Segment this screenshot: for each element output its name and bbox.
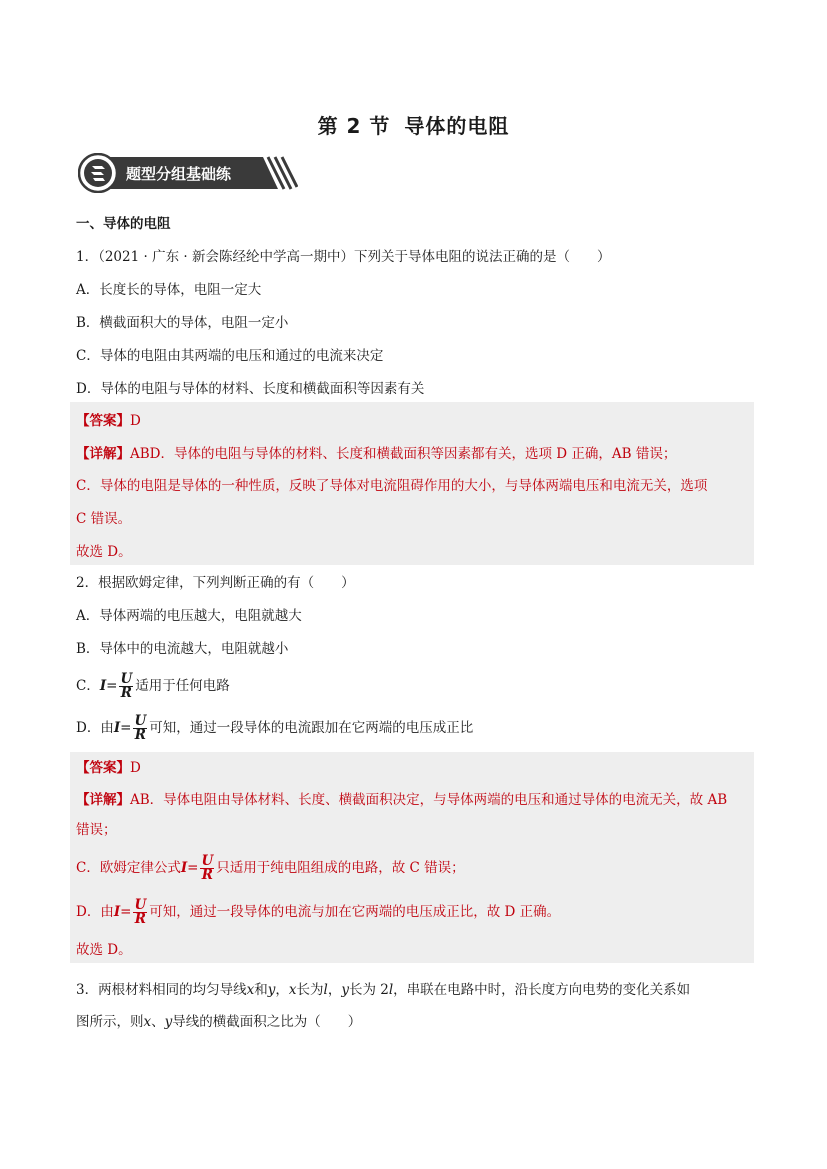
- formula-numerator: U: [134, 897, 147, 913]
- q2-option-c: [76, 672, 230, 700]
- formula-denominator: R: [120, 685, 132, 701]
- var-y: y: [164, 1014, 173, 1030]
- q3-text: 导线的横截面积之比为（ ）: [172, 1014, 362, 1030]
- q1-answer-value: D: [130, 413, 141, 429]
- formula-fraction: [200, 855, 214, 882]
- q3-text: ，: [327, 982, 342, 998]
- section-number: 第 2 节: [317, 114, 391, 138]
- q3-text: ，: [275, 982, 289, 998]
- formula-eq: =: [120, 720, 132, 736]
- q2-option-d-prefix: D．由: [76, 720, 114, 736]
- q1-stem: 1．（2021 · 广东 · 新会陈经纶中学高一期中）下列关于导体电阻的说法正确的是（ ）: [76, 249, 611, 265]
- q2-stem: 2．根据欧姆定律，下列判断正确的有（ ）: [76, 575, 355, 591]
- q2-answer-value: D: [130, 760, 141, 776]
- var-l: l: [388, 982, 394, 998]
- formula-eq: =: [120, 904, 132, 920]
- q3-stem-line-2: [76, 1012, 361, 1032]
- q3-text: 3．两根材料相同的均匀导线: [76, 982, 247, 998]
- q1-option-d: D．导体的电阻与导体的材料、长度和横截面积等因素有关: [76, 381, 425, 397]
- formula-eq: =: [106, 678, 118, 694]
- q2-option-b: B．导体中的电流越大，电阻就越小: [76, 641, 289, 657]
- formula-fraction: [133, 899, 147, 926]
- var-x: x: [143, 1014, 152, 1030]
- q2-detail-1a: [76, 790, 727, 810]
- q2-detail-2-suffix: 只适用于纯电阻组成的电路，故 C 错误；: [216, 860, 465, 876]
- q3-text: 和: [254, 982, 268, 998]
- banner-label: 题型分组基础练: [126, 165, 232, 183]
- q1-answer: [76, 411, 141, 431]
- formula-denominator: R: [134, 911, 146, 927]
- section-heading: 一、导体的电阻: [76, 216, 171, 232]
- q2-detail-text-1a: AB．导体电阻由导体材料、长度、横截面积决定，与导体两端的电压和通过导体的电流无关，故 AB: [130, 792, 728, 808]
- var-x: x: [246, 982, 255, 998]
- page-title: [0, 110, 827, 139]
- q2-option-d: [76, 714, 473, 742]
- q3-stem-line-1: [76, 980, 690, 1000]
- q2-detail-3-prefix: D．由: [76, 904, 114, 920]
- q3-text: 图所示，则: [76, 1014, 144, 1030]
- q2-option-c-prefix: C．: [76, 678, 100, 694]
- var-l: l: [323, 982, 328, 998]
- q2-detail-1b: 错误；: [76, 822, 117, 838]
- q1-detail-2a: C．导体的电阻是导体的一种性质，反映了导体对电流阻碍作用的大小，与导体两端电压和电流无关，选项: [76, 478, 708, 494]
- q1-answer-label: 【答案】: [76, 413, 130, 429]
- q2-detail-2-prefix: C．欧姆定律公式: [76, 860, 181, 876]
- formula-denominator: R: [134, 727, 146, 743]
- formula-lhs: I: [113, 720, 121, 736]
- q3-text: 长为: [296, 982, 324, 998]
- q2-detail-2: [76, 854, 465, 882]
- formula-lhs: I: [180, 860, 188, 876]
- q1-option-c: C．导体的电阻由其两端的电压和通过的电流来决定: [76, 348, 384, 364]
- var-y: y: [267, 982, 276, 998]
- q2-option-d-suffix: 可知，通过一段导体的电流跟加在它两端的电压成正比: [149, 720, 474, 736]
- q1-detail-1: [76, 444, 676, 464]
- q1-detail-label: 【详解】: [76, 446, 130, 462]
- q2-conclusion: 故选 D。: [76, 942, 132, 958]
- q2-option-a: A．导体两端的电压越大，电阻就越大: [76, 608, 302, 624]
- q2-option-c-suffix: 适用于任何电路: [135, 678, 230, 694]
- formula-fraction: [133, 715, 147, 742]
- var-x: x: [288, 982, 297, 998]
- q2-detail-3: [76, 898, 560, 926]
- q3-text: 长为 2: [348, 982, 389, 998]
- q2-answer-label: 【答案】: [76, 760, 130, 776]
- q3-text: 、: [151, 1014, 165, 1030]
- q2-detail-label: 【详解】: [76, 792, 130, 808]
- formula-lhs: I: [99, 678, 107, 694]
- var-y: y: [341, 982, 349, 998]
- q1-detail-text-1: ABD．导体的电阻与导体的材料、长度和横截面积等因素都有关，选项 D 正确，AB 错误；: [130, 446, 677, 462]
- formula-numerator: U: [120, 671, 133, 687]
- q1-option-a: A．长度长的导体，电阻一定大: [76, 282, 262, 298]
- section-topic: 导体的电阻: [404, 114, 510, 138]
- q1-option-b: B．横截面积大的导体，电阻一定小: [76, 315, 289, 331]
- formula-lhs: I: [113, 904, 121, 920]
- q2-detail-3-suffix: 可知，通过一段导体的电流与加在它两端的电压成正比，故 D 正确。: [149, 904, 561, 920]
- q3-text: ，串联在电路中时，沿长度方向电势的变化关系如: [393, 982, 691, 998]
- q2-answer: [76, 758, 141, 778]
- banner-graphic: [78, 153, 298, 193]
- q1-detail-2b: C 错误。: [76, 511, 132, 527]
- formula-eq: =: [187, 860, 199, 876]
- formula-numerator: U: [134, 713, 147, 729]
- formula-numerator: U: [201, 853, 214, 869]
- formula-denominator: R: [201, 867, 213, 883]
- q1-conclusion: 故选 D。: [76, 544, 132, 560]
- formula-fraction: [119, 673, 133, 700]
